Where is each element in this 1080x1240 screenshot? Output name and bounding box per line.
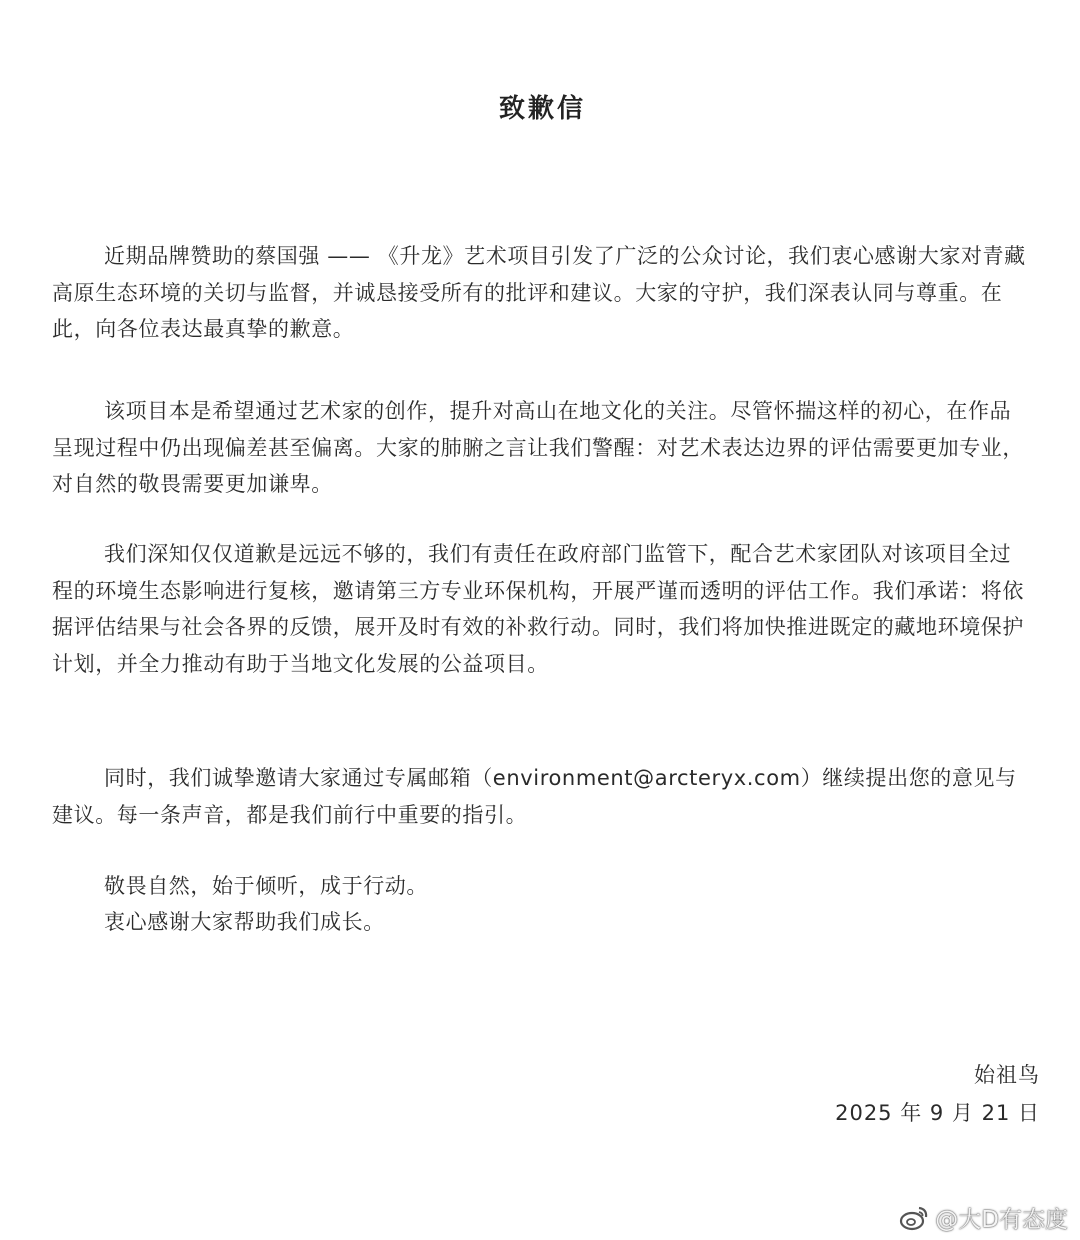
letter-paragraph: 我们深知仅仅道歉是远远不够的，我们有责任在政府部门监管下，配合艺术家团队对该项目全过程的环境生态影响进行复核，邀请第三方专业环保机构，开展严谨而透明的评估工作。我们承诺：将依据评估结果与社会各界的反馈，展开及时有效的补救行动。同时，我们将加快推进既定的藏地环境保护计划，并全力推动有助于当地文化发展的公益项目。 [52, 542, 1024, 676]
signature-brand: 始祖鸟 [974, 1063, 1040, 1087]
weibo-logo-icon [899, 1205, 929, 1231]
letter-paragraph: 该项目本是希望通过艺术家的创作，提升对高山在地文化的关注。尽管怀揣这样的初心，在作品呈现过程中仍出现偏差甚至偏离。大家的肺腑之言让我们警醒：对艺术表达边界的评估需要更加专业，对自然的敬畏需要更加谦卑。 [52, 399, 1024, 496]
watermark-text: @大D有态度 [935, 1207, 1068, 1233]
letter-paragraph-contact: 同时，我们诚挚邀请大家通过专属邮箱（environment@arcteryx.com）继续提出您的意见与建议。每一条声音，都是我们前行中重要的指引。 [52, 766, 1017, 827]
letter-date: 2025 年 9 月 21 日 [835, 1101, 1040, 1125]
closing-line: 敬畏自然，始于倾听，成于行动。 [104, 874, 428, 898]
closing-line: 衷心感谢大家帮助我们成长。 [104, 910, 385, 934]
weibo-watermark [899, 1201, 1068, 1234]
letter-paragraph: 近期品牌赞助的蔡国强 —— 《升龙》艺术项目引发了广泛的公众讨论，我们衷心感谢大家对青藏高原生态环境的关切与监督，并诚恳接受所有的批评和建议。大家的守护，我们深表认同与尊重。在此，向各位表达最真挚的歉意。 [52, 244, 1026, 341]
letter-title: 致歉信 [498, 94, 586, 124]
